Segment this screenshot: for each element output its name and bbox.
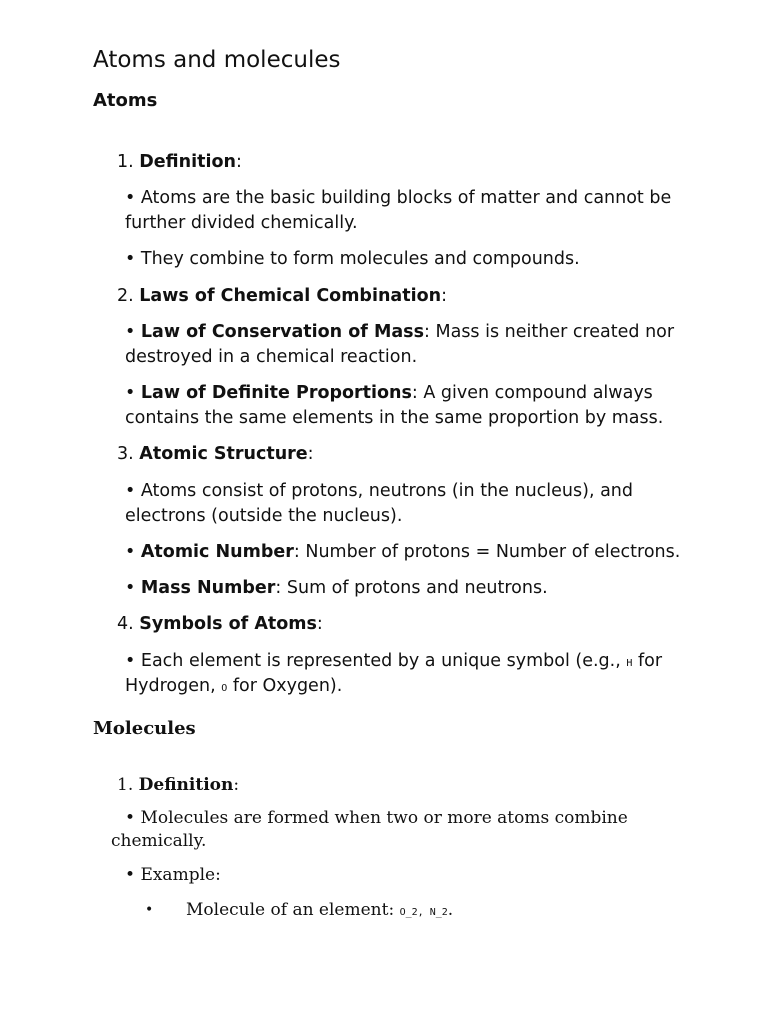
list-item-symbols: 4. Symbols of Atoms: bbox=[117, 614, 323, 634]
bullet-line-continued: destroyed in a chemical reaction. bbox=[125, 347, 418, 367]
list-item-molecule-definition: 1. Definition: bbox=[117, 775, 240, 795]
bullet-line-continued: further divided chemically. bbox=[125, 213, 358, 233]
item-label: Definition bbox=[138, 775, 234, 795]
item-label: Laws of Chemical Combination bbox=[139, 286, 442, 306]
bullet-line-continued: Hydrogen, O for Oxygen). bbox=[125, 676, 343, 696]
bullet-line-continued: contains the same elements in the same proportion by mass. bbox=[125, 408, 664, 428]
bullet-line-continued: electrons (outside the nucleus). bbox=[125, 506, 403, 526]
item-label: Atomic Structure bbox=[139, 444, 308, 464]
list-item-definition: 1. Definition: bbox=[117, 152, 242, 172]
bullet-line: • Each element is represented by a unique symbol (e.g., H for bbox=[125, 651, 663, 671]
bullet-line: • Law of Definite Proportions: A given compound always bbox=[125, 383, 653, 403]
bullet-line: • Atoms consist of protons, neutrons (in the nucleus), and bbox=[125, 481, 633, 501]
bullet-line: • They combine to form molecules and compounds. bbox=[125, 249, 580, 269]
bullet-line: • Mass Number: Sum of protons and neutrons. bbox=[125, 578, 548, 598]
formula-code: O_2, N_2 bbox=[399, 907, 448, 918]
section-heading-molecules: Molecules bbox=[93, 718, 196, 739]
bullet-line: • Molecules are formed when two or more atoms combine bbox=[125, 808, 628, 828]
bullet-line-continued: chemically. bbox=[111, 831, 207, 851]
bullet-line: • Atomic Number: Number of protons = Number of electrons. bbox=[125, 542, 681, 562]
section-heading-atoms: Atoms bbox=[93, 90, 158, 111]
page-title: Atoms and molecules bbox=[93, 47, 341, 73]
sub-bullet-line: Molecule of an element: O_2, N_2. bbox=[186, 900, 454, 920]
symbol-code: O bbox=[221, 683, 228, 694]
bullet-line: • Example: bbox=[125, 865, 221, 885]
list-item-laws: 2. Laws of Chemical Combination: bbox=[117, 286, 447, 306]
bullet-line: • Atoms are the basic building blocks of matter and cannot be bbox=[125, 188, 672, 208]
symbol-code: H bbox=[626, 658, 633, 669]
sub-bullet-dot: • bbox=[145, 902, 154, 918]
bullet-line: • Law of Conservation of Mass: Mass is neither created nor bbox=[125, 322, 675, 342]
list-item-atomic-structure: 3. Atomic Structure: bbox=[117, 444, 314, 464]
item-label: Symbols of Atoms bbox=[139, 614, 317, 634]
item-label: Definition bbox=[139, 152, 236, 172]
